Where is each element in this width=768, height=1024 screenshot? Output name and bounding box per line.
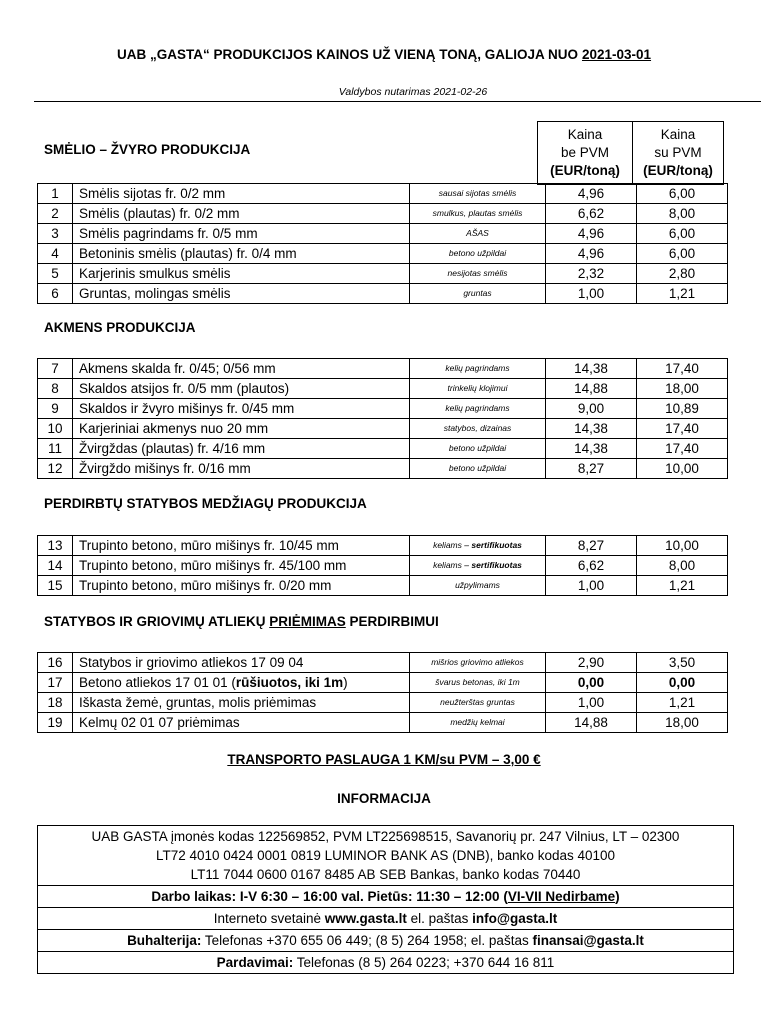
company-info-box <box>37 825 734 974</box>
section-title-waste-intake: STATYBOS IR GRIOVIMŲ ATLIEKŲ PRIĖMIMAS PERDIRBIMUI <box>44 614 439 629</box>
table-waste-intake <box>37 652 728 733</box>
website-link[interactable]: www.gasta.lt <box>324 911 407 926</box>
board-decision: Valdybos nutarimas 2021-02-26 <box>338 86 488 98</box>
accounting-email-link[interactable]: finansai@gasta.lt <box>532 933 644 948</box>
table-row: 10 Karjeriniai akmenys nuo 20 mm statybos, dizainas 14,38 17,40 <box>38 419 728 439</box>
table-row: 11 Žvirgždas (plautas) fr. 4/16 mm betono užpildai 14,38 17,40 <box>38 439 728 459</box>
table-row: 4 Betoninis smėlis (plautas) fr. 0/4 mm betono užpildai 4,96 6,00 <box>38 244 728 264</box>
table-row: 13 Trupinto betono, mūro mišinys fr. 10/45 mm keliams – sertifikuotas 8,27 10,00 <box>38 536 728 556</box>
table-row: 1 Smėlis sijotas fr. 0/2 mm sausai sijotas smėlis 4,96 6,00 <box>38 184 728 204</box>
table-row: 18 Iškasta žemė, gruntas, molis priėmimas neužterštas gruntas 1,00 1,21 <box>38 693 728 713</box>
table-row: 5 Karjerinis smulkus smėlis nesijotas smėlis 2,32 2,80 <box>38 264 728 284</box>
email-link[interactable]: info@gasta.lt <box>472 911 558 926</box>
table-row: 15 Trupinto betono, mūro mišinys fr. 0/20 mm užpylimams 1,00 1,21 <box>38 576 728 596</box>
section-title-sand-gravel: SMĖLIO – ŽVYRO PRODUKCIJA <box>44 142 251 157</box>
table-sand-gravel <box>37 183 728 304</box>
table-row: 7 Akmens skalda fr. 0/45; 0/56 mm kelių pagrindams 14,38 17,40 <box>38 359 728 379</box>
table-row: 2 Smėlis (plautas) fr. 0/2 mm smulkus, plautas smėlis 6,62 8,00 <box>38 204 728 224</box>
website-email: Interneto svetainė www.gasta.lt el. paštas info@gasta.lt <box>38 908 734 930</box>
accounting-contact: Buhalterija: Telefonas +370 655 06 449; (8 5) 264 1958; el. paštas finansai@gasta.lt <box>38 930 734 952</box>
valid-from-date: 2021-03-01 <box>581 47 652 62</box>
table-row: 9 Skaldos ir žvyro mišinys fr. 0/45 mm kelių pagrindams 9,00 10,89 <box>38 399 728 419</box>
document-title <box>0 47 768 62</box>
table-row: 17 Betono atliekos 17 01 01 (rūšiuotos, iki 1m) švarus betonas, iki 1m 0,00 0,00 <box>38 673 728 693</box>
table-row: 14 Trupinto betono, mūro mišinys fr. 45/100 mm keliams – sertifikuotas 6,62 8,00 <box>38 556 728 576</box>
working-hours: Darbo laikas: I-V 6:30 – 16:00 val. Pietūs: 11:30 – 12:00 (VI-VII Nedirbame) <box>38 886 734 908</box>
price-column-header <box>537 121 724 185</box>
table-row: 8 Skaldos atsijos fr. 0/5 mm (plautos) trinkelių klojimui 14,88 18,00 <box>38 379 728 399</box>
price-with-vat-header: Kaina su PVM (EUR/toną) <box>633 122 724 185</box>
transport-service: TRANSPORTO PASLAUGA 1 KM/su PVM – 3,00 € <box>227 752 541 767</box>
table-recycled <box>37 535 728 596</box>
title-text: UAB „GASTA“ PRODUKCIJOS KAINOS UŽ VIENĄ TONĄ, GALIOJA NUO <box>116 47 578 62</box>
table-stone <box>37 358 728 479</box>
table-row: 6 Gruntas, molingas smėlis gruntas 1,00 1,21 <box>38 284 728 304</box>
price-without-vat-header: Kaina be PVM (EUR/toną) <box>538 122 633 185</box>
section-title-stone: AKMENS PRODUKCIJA <box>44 320 196 335</box>
table-row: 19 Kelmų 02 01 07 priėmimas medžių kelmai 14,88 18,00 <box>38 713 728 733</box>
company-details: UAB GASTA įmonės kodas 122569852, PVM LT225698515, Savanorių pr. 247 Vilnius, LT – 02300 LT72 4010 0424 0001 0819 LUMINOR BANK AS (DNB), banko kodas 40100 LT11 7044 0600 0167 8485 AB SEB Bankas, banko kodas 70440 <box>38 826 734 886</box>
table-row: 3 Smėlis pagrindams fr. 0/5 mm AŠAS 4,96 6,00 <box>38 224 728 244</box>
info-title: INFORMACIJA <box>337 791 431 806</box>
section-title-recycled: PERDIRBTŲ STATYBOS MEDŽIAGŲ PRODUKCIJA <box>44 496 367 511</box>
table-row: 12 Žvirgždo mišinys fr. 0/16 mm betono užpildai 8,27 10,00 <box>38 459 728 479</box>
title-divider <box>34 101 761 102</box>
sales-contact: Pardavimai: Telefonas (8 5) 264 0223; +370 644 16 811 <box>38 952 734 974</box>
table-row: 16 Statybos ir griovimo atliekos 17 09 04 mišrios griovimo atliekos 2,90 3,50 <box>38 653 728 673</box>
